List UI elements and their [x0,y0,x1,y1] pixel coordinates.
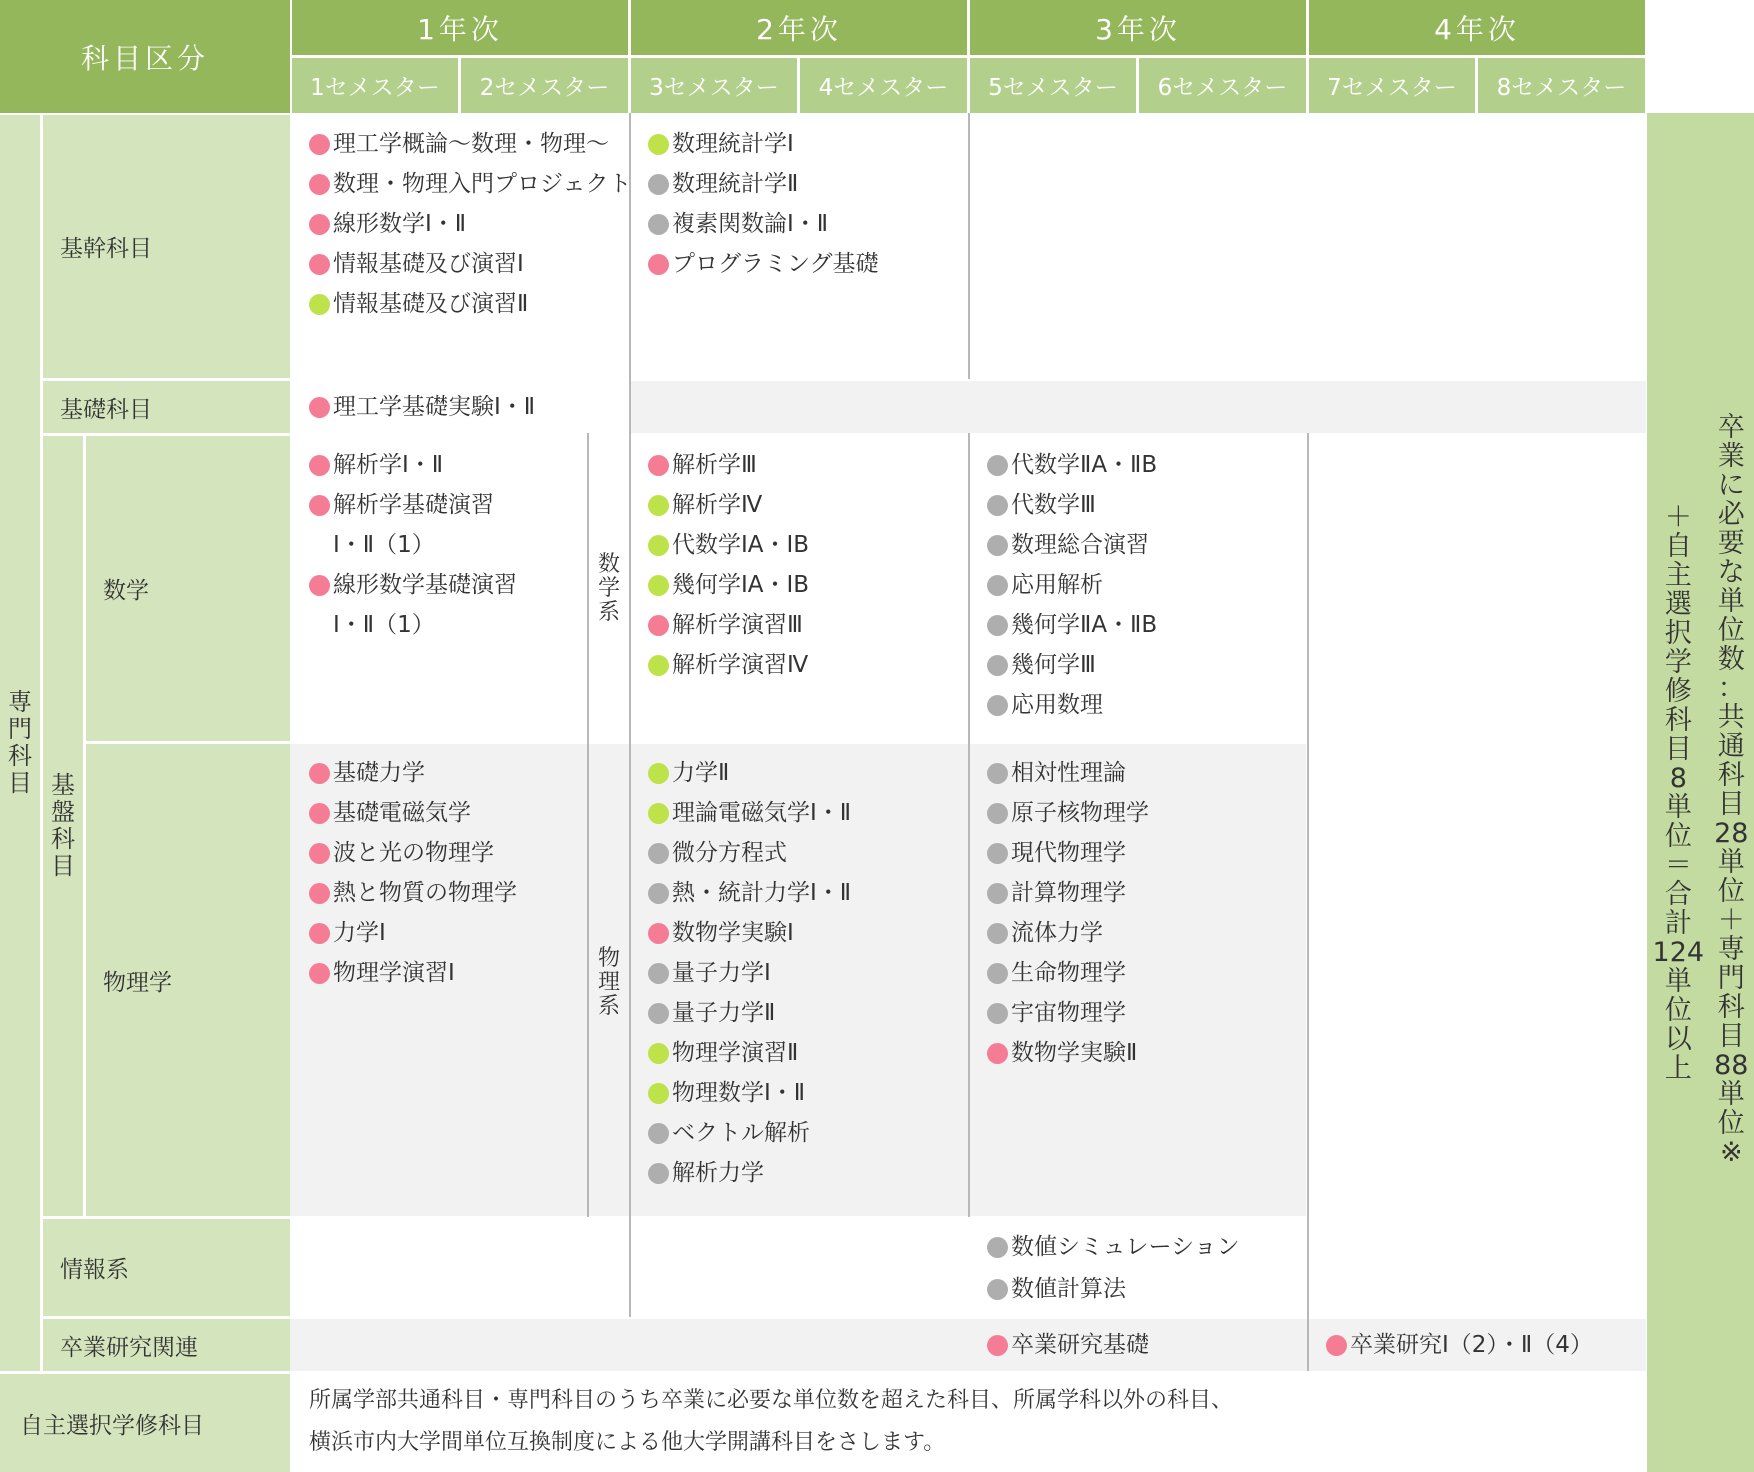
course-dot-icon [648,495,669,516]
course-list-butsuri-y3 [987,753,1149,1073]
course-name: 応用解析 [1011,572,1103,598]
course-item [987,485,1157,525]
course-name: 解析学演習Ⅲ [672,612,803,638]
course-item [987,565,1157,605]
course-dot-icon [309,575,330,596]
course-dot-icon [987,1279,1008,1300]
course-item [309,565,517,605]
course-name: 解析学Ⅰ・Ⅱ [333,452,444,478]
course-item [648,993,851,1033]
course-name: 幾何学ⅡA・ⅡB [1011,612,1158,638]
category-sugaku: 数学 [86,436,290,741]
category-kikan: 基幹科目 [43,115,290,378]
course-item [648,913,851,953]
course-item [648,605,809,645]
course-item [309,244,632,284]
course-item [309,485,517,525]
course-list-kikan-y1 [309,124,632,324]
graduation-requirement-box [1647,113,1754,1472]
course-item [987,605,1157,645]
course-list-joho-y3 [987,1226,1240,1310]
course-name: 数物学実験Ⅱ [1011,1040,1138,1066]
course-dot-icon [987,695,1008,716]
course-name: 微分方程式 [672,840,787,866]
course-name: 幾何学Ⅲ [1011,652,1096,678]
course-item [987,1226,1240,1268]
year-header-2: 2年次 [631,0,967,55]
course-item [648,1153,851,1193]
course-dot-icon [309,214,330,235]
course-dot-icon [987,963,1008,984]
course-name: 線形数学基礎演習 [333,572,517,598]
course-dot-icon [987,803,1008,824]
course-name: 複素関数論Ⅰ・Ⅱ [672,211,829,237]
course-item [309,605,517,645]
semester-header-8: 8セメスター [1478,58,1645,113]
course-dot-icon [309,134,330,155]
course-item [648,485,809,525]
category-butsuri: 物理学 [86,744,290,1216]
course-name: 代数学Ⅲ [1011,492,1096,518]
course-name: 理論電磁気学Ⅰ・Ⅱ [672,800,852,826]
course-item [648,873,851,913]
year-header-3: 3年次 [970,0,1306,55]
course-item [648,124,879,164]
course-list-sugaku-y3 [987,445,1157,725]
divider-y3-y4 [1307,433,1309,1371]
course-name: 物理学演習Ⅱ [672,1040,799,1066]
sublabel-butsurikei: 物 理 系 [597,946,620,1019]
course-item [987,873,1149,913]
course-name: 物理学演習Ⅰ [333,960,455,986]
course-item [309,164,632,204]
course-name: 熱と物質の物理学 [333,880,517,906]
course-name: 解析学Ⅲ [672,452,757,478]
course-dot-icon [648,655,669,676]
category-kiso: 基礎科目 [43,381,290,433]
course-name: 量子力学Ⅱ [672,1000,776,1026]
course-item [987,753,1149,793]
course-dot-icon [309,397,330,418]
divider-y2-y3-top [968,113,970,379]
course-name: 数値計算法 [1011,1276,1126,1302]
course-name: 情報基礎及び演習Ⅰ [333,251,524,277]
course-item [987,645,1157,685]
course-name: 流体力学 [1011,920,1103,946]
course-name: 線形数学Ⅰ・Ⅱ [333,211,467,237]
course-dot-icon [648,1123,669,1144]
course-item [309,793,517,833]
course-dot-icon [309,254,330,275]
course-name: 情報基礎及び演習Ⅱ [333,291,529,317]
course-dot-icon [987,455,1008,476]
category-jishu: 自主選択学修科目 [0,1374,290,1472]
course-list-sugaku-y1 [309,445,517,645]
course-item [309,873,517,913]
course-item [648,164,879,204]
course-dot-icon [648,763,669,784]
course-name: 量子力学Ⅰ [672,960,771,986]
course-dot-icon [987,1003,1008,1024]
course-name: 力学Ⅰ [333,920,386,946]
course-name: Ⅰ・Ⅱ（1） [333,532,435,558]
course-name: 幾何学ⅠA・ⅠB [672,572,810,598]
course-item [309,284,632,324]
graduation-requirement-line-1: 卒 業 に 必 要 な 単 位 数 ： 共 通 科 目 28 単 位 ＋ 専 門 科 目 88 単 位 ※ [1714,412,1749,1168]
course-item [648,1033,851,1073]
course-name: 理工学概論〜数理・物理〜 [333,131,609,157]
course-dot-icon [309,294,330,315]
year-header-1: 1年次 [292,0,628,55]
course-item [309,124,632,164]
course-dot-icon [648,963,669,984]
course-name: 卒業研究Ⅰ（2）・Ⅱ（4） [1350,1332,1593,1358]
course-dot-icon [309,455,330,476]
course-item [1326,1325,1593,1365]
course-name: 現代物理学 [1011,840,1126,866]
course-dot-icon [987,1043,1008,1064]
course-name: 代数学ⅡA・ⅡB [1011,452,1158,478]
course-dot-icon [648,843,669,864]
course-item [648,833,851,873]
semester-header-6: 6セメスター [1139,58,1306,113]
course-item [987,913,1149,953]
course-name: 数理統計学Ⅱ [672,171,799,197]
semester-header-7: 7セメスター [1309,58,1475,113]
course-name: 物理数学Ⅰ・Ⅱ [672,1080,806,1106]
jishu-note-line-2: 横浜市内大学間単位互換制度による他大学開講科目をさします。 [309,1430,946,1455]
semester-header-5: 5セメスター [970,58,1136,113]
course-name: 卒業研究基礎 [1011,1332,1149,1358]
course-item [987,953,1149,993]
semester-header-2: 2セメスター [461,58,628,113]
semester-header-1: 1セメスター [292,58,458,113]
course-item [648,793,851,833]
semester-header-4: 4セメスター [800,58,967,113]
course-item [987,685,1157,725]
course-dot-icon [987,923,1008,944]
course-item [987,793,1149,833]
course-item [648,565,809,605]
course-dot-icon [309,963,330,984]
course-name: 数理統計学Ⅰ [672,131,794,157]
course-dot-icon [987,763,1008,784]
course-name: 解析力学 [672,1160,764,1186]
graduation-requirement-line-2: ＋ 自 主 選 択 学 修 科 目 8 単 位 ＝ 合 計 124 単 位 以 上 [1652,502,1705,1084]
course-name: 基礎電磁気学 [333,800,471,826]
course-item [987,1268,1240,1310]
course-dot-icon [987,615,1008,636]
course-dot-icon [309,803,330,824]
semester-header-3: 3セメスター [631,58,797,113]
course-name: 計算物理学 [1011,880,1126,906]
sublabel-sugakukei: 数 学 系 [597,552,620,625]
course-item [648,953,851,993]
course-dot-icon [648,1163,669,1184]
course-dot-icon [648,1003,669,1024]
course-item [309,387,535,427]
course-dot-icon [987,535,1008,556]
course-item [309,833,517,873]
category-sotsugyo: 卒業研究関連 [43,1319,290,1371]
course-dot-icon [648,883,669,904]
course-list-butsuri-y2 [648,753,851,1193]
course-dot-icon [987,843,1008,864]
course-item [648,753,851,793]
course-dot-icon [987,883,1008,904]
course-item [987,1325,1149,1365]
divider-y2-y3 [968,433,970,1217]
course-name: 数理・物理入門プロジェクト [333,171,632,197]
course-dot-icon [648,535,669,556]
course-item [648,204,879,244]
course-dot-icon [648,803,669,824]
course-dot-icon [309,763,330,784]
course-name: 理工学基礎実験Ⅰ・Ⅱ [333,394,536,420]
row-kiso-bg [630,381,1646,433]
course-dot-icon [309,923,330,944]
jishu-note [309,1380,1233,1464]
category-header [0,0,290,113]
course-name: 相対性理論 [1011,760,1126,786]
course-dot-icon [987,495,1008,516]
course-dot-icon [648,1083,669,1104]
course-dot-icon [1326,1335,1347,1356]
course-name: 解析学Ⅳ [672,492,763,518]
course-dot-icon [648,575,669,596]
course-list-butsuri-y1 [309,753,517,993]
course-item [987,525,1157,565]
course-name: 波と光の物理学 [333,840,494,866]
course-dot-icon [309,843,330,864]
course-name: 原子核物理学 [1011,800,1149,826]
year-header-4: 4年次 [1309,0,1645,55]
course-list-sotsugyo-y4 [1326,1325,1593,1365]
category-kiban-label: 基 盤 科 目 [51,771,75,880]
course-item [309,913,517,953]
course-dot-icon [987,1335,1008,1356]
course-dot-icon [987,655,1008,676]
course-dot-icon [648,455,669,476]
course-list-kikan-y2 [648,124,879,284]
course-item [648,445,809,485]
course-dot-icon [648,134,669,155]
category-joho: 情報系 [43,1219,290,1316]
category-header-label: 科目区分 [80,41,209,75]
course-item [648,244,879,284]
course-dot-icon [648,214,669,235]
course-name: 応用数理 [1011,692,1103,718]
course-dot-icon [648,254,669,275]
course-name: 数理総合演習 [1011,532,1149,558]
course-dot-icon [987,1237,1008,1258]
course-name: 代数学ⅠA・ⅠB [672,532,810,558]
divider-sub [587,433,589,1217]
category-senmon-label: 専 門 科 目 [8,688,32,797]
course-item [987,833,1149,873]
course-item [309,753,517,793]
course-name: Ⅰ・Ⅱ（1） [333,612,435,638]
course-name: 宇宙物理学 [1011,1000,1126,1026]
course-item [309,525,517,565]
course-item [648,525,809,565]
category-kiban [43,436,83,1216]
course-list-sugaku-y2 [648,445,809,685]
course-list-sotsugyo-y3 [987,1325,1149,1365]
category-senmon [0,115,40,1371]
course-name: プログラミング基礎 [672,251,879,277]
course-item [987,445,1157,485]
course-name: 解析学基礎演習 [333,492,494,518]
course-name: 熱・統計力学Ⅰ・Ⅱ [672,880,852,906]
jishu-note-line-1: 所属学部共通科目・専門科目のうち卒業に必要な単位数を超えた科目、所属学科以外の科目、 [309,1388,1234,1413]
course-dot-icon [987,575,1008,596]
course-dot-icon [648,174,669,195]
course-name: 生命物理学 [1011,960,1126,986]
course-dot-icon [648,923,669,944]
course-dot-icon [648,615,669,636]
course-name: 解析学演習Ⅳ [672,652,809,678]
course-name: 数値シミュレーション [1011,1234,1240,1260]
course-item [648,645,809,685]
course-name: 基礎力学 [333,760,425,786]
course-name: 数物学実験Ⅰ [672,920,794,946]
course-item [309,445,517,485]
course-item [309,953,517,993]
course-name: 力学Ⅱ [672,760,730,786]
course-dot-icon [309,174,330,195]
course-dot-icon [309,883,330,904]
course-dot-icon [648,1043,669,1064]
course-item [648,1113,851,1153]
course-list-kiso-y1 [309,387,535,427]
course-item [987,1033,1149,1073]
course-dot-icon [309,495,330,516]
course-name: ベクトル解析 [672,1120,810,1146]
course-item [987,993,1149,1033]
course-item [648,1073,851,1113]
course-item [309,204,632,244]
